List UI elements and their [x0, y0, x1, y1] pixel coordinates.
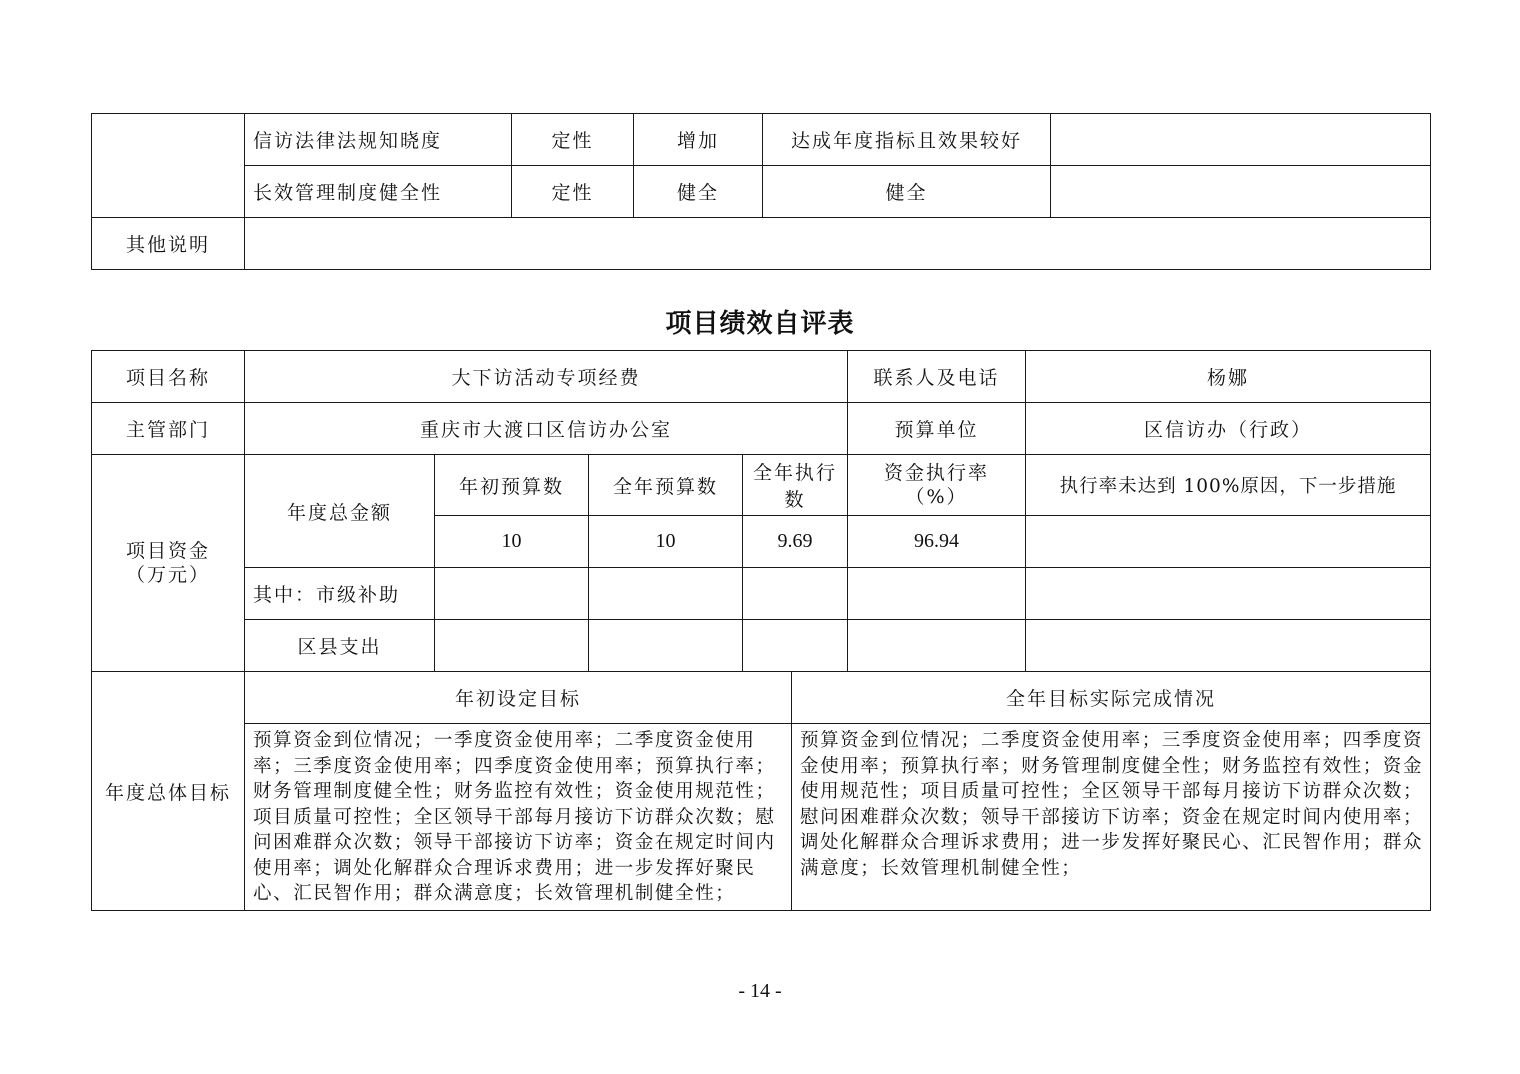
table-row — [92, 455, 1431, 516]
table-row — [92, 672, 1431, 724]
empty-cell — [1026, 568, 1431, 620]
annual-goal-label: 年度总体目标 — [92, 672, 245, 911]
empty-cell — [589, 568, 743, 620]
page-title: 项目绩效自评表 — [665, 309, 855, 339]
dept-label: 主管部门 — [92, 403, 245, 455]
indicator-target: 健全 — [634, 166, 763, 218]
dept-value: 重庆市大渡口区信访办公室 — [245, 403, 848, 455]
col-initial-budget: 年初预算数 — [435, 455, 589, 516]
district-expense-label: 区县支出 — [245, 620, 435, 672]
indicator-note — [1051, 166, 1431, 218]
indicator-target: 增加 — [634, 114, 763, 166]
annual-total-label: 年度总金额 — [245, 455, 435, 568]
goal-actual-header: 全年目标实际完成情况 — [792, 672, 1431, 724]
col-reason: 执行率未达到 100%原因，下一步措施 — [1026, 455, 1431, 516]
annual-budget-value: 10 — [589, 516, 743, 568]
empty-cell — [435, 568, 589, 620]
budget-unit-value: 区信访办（行政） — [1026, 403, 1431, 455]
indicator-table-continued — [91, 113, 1431, 270]
table-row — [92, 620, 1431, 672]
empty-cell — [435, 620, 589, 672]
other-notes-value — [245, 218, 1431, 270]
empty-cell — [1026, 620, 1431, 672]
goal-initial-text: 预算资金到位情况；一季度资金使用率；二季度资金使用率；三季度资金使用率；四季度资金使用率；预算执行率；财务管理制度健全性；财务监控有效性；资金使用规范性；项目质量可控性；全区领导干部每月接访下访群众次数；慰问困难群众次数；领导干部接访下访率；资金在规定时间内使用率；调处化解群众合理诉求费用；进一步发挥好聚民心、汇民智作用；群众满意度；长效管理机制健全性； — [245, 724, 792, 911]
indicator-type: 定性 — [512, 114, 634, 166]
table-row — [92, 166, 1431, 218]
indicator-note — [1051, 114, 1431, 166]
table-row — [92, 114, 1431, 166]
table-row — [92, 403, 1431, 455]
budget-unit-label: 预算单位 — [848, 403, 1026, 455]
col-execution-rate — [848, 455, 1026, 516]
project-name-label: 项目名称 — [92, 351, 245, 403]
indicator-name: 长效管理制度健全性 — [245, 166, 512, 218]
goal-actual-text: 预算资金到位情况；二季度资金使用率；三季度资金使用率；四季度资金使用率；预算执行率；财务管理制度健全性；财务监控有效性；资金使用规范性；项目质量可控性；全区领导干部每月接访下访群众次数；慰问困难群众次数；领导干部接访下访率；资金在规定时间内使用率；调处化解群众合理诉求费用；进一步发挥好聚民心、汇民智作用；群众满意度；长效管理机制健全性； — [792, 724, 1431, 911]
contact-label: 联系人及电话 — [848, 351, 1026, 403]
reason-value — [1026, 516, 1431, 568]
other-notes-label: 其他说明 — [92, 218, 245, 270]
indicator-actual: 健全 — [763, 166, 1051, 218]
col-annual-budget: 全年预算数 — [589, 455, 743, 516]
table-row — [92, 351, 1431, 403]
empty-cell — [743, 568, 848, 620]
indicator-name: 信访法律法规知晓度 — [245, 114, 512, 166]
col-execution-rate-text: 资金执行率（%） — [884, 462, 990, 508]
table-row — [92, 568, 1431, 620]
contact-value: 杨娜 — [1026, 351, 1431, 403]
page-number: - 14 - — [738, 980, 782, 1002]
empty-cell — [589, 620, 743, 672]
funds-label — [92, 455, 245, 672]
empty-cell — [848, 620, 1026, 672]
city-subsidy-label: 其中：市级补助 — [245, 568, 435, 620]
col-executed: 全年执行数 — [743, 455, 848, 516]
blank-category-cell — [92, 114, 245, 218]
execution-rate-value: 96.94 — [848, 516, 1026, 568]
table-row — [92, 218, 1431, 270]
indicator-actual: 达成年度指标且效果较好 — [763, 114, 1051, 166]
table-row — [92, 724, 1431, 911]
indicator-type: 定性 — [512, 166, 634, 218]
empty-cell — [848, 568, 1026, 620]
funds-label-text: 项目资金（万元） — [125, 540, 210, 586]
initial-budget-value: 10 — [435, 516, 589, 568]
executed-value: 9.69 — [743, 516, 848, 568]
performance-self-evaluation-table — [91, 350, 1431, 911]
goal-initial-header: 年初设定目标 — [245, 672, 792, 724]
project-name-value: 大下访活动专项经费 — [245, 351, 848, 403]
empty-cell — [743, 620, 848, 672]
